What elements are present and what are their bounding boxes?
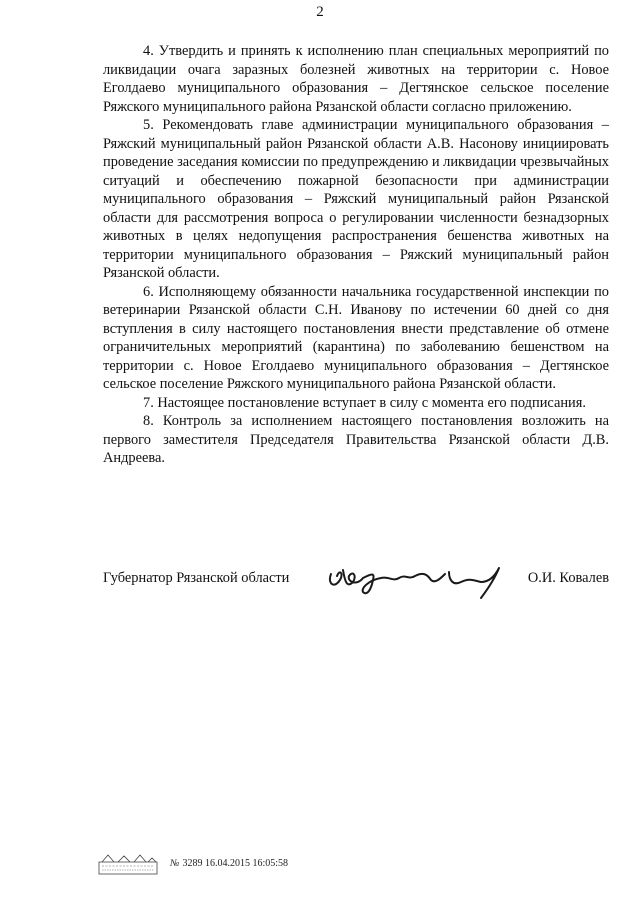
numero-sign: №: [170, 858, 180, 869]
signatory-name: О.И. Ковалев: [527, 570, 609, 586]
signature-block: [103, 560, 609, 600]
registry-stamp-icon: [98, 852, 160, 879]
paragraph-7: 7. Настоящее постановление вступает в силу с момента его подписания.: [143, 394, 586, 411]
signatory-position: Губернатор Рязанской области: [103, 570, 290, 586]
paragraph-8: 8. Контроль за исполнением настоящего постановления возложить на первого заместителя Председателя Правительства Рязанской области Д.В. Андреева.: [103, 413, 609, 466]
paragraph-5: 5. Рекомендовать главе администрации муниципального образования – Ряжский муниципальный район Рязанской области А.В. Насонову инициировать проведение заседания комиссии по предупреждению и ликвидации чрезвычайных ситуаций и обеспечению пожарной безопасности при администрации муниципального образования – Ряжский муниципальный район Рязанской области для рассмотрения вопроса о регулировании численности безнадзорных животных в целях недопущения распространения бешенства животных на территории муниципального образования – Ряжский муниципальный район Рязанской области.: [103, 117, 609, 281]
document-body: [103, 42, 609, 468]
handwritten-signature: [323, 560, 508, 607]
registration-text: 3289 16.04.2015 16:05:58: [182, 858, 288, 869]
registration-number: [170, 858, 288, 869]
paragraph-4: 4. Утвердить и принять к исполнению план специальных мероприятий по ликвидации очага заразных болезней животных на территории с. Новое Еголдаево муниципального образования – Дегтянское сельское поселение Ряжского муниципального района Рязанской области согласно приложению.: [103, 43, 609, 115]
page-number: 2: [316, 4, 324, 20]
paragraph-6: 6. Исполняющему обязанности начальника государственной инспекции по ветеринарии Рязанской области С.Н. Иванову по истечении 60 дней со дня вступления в силу настоящего постановления внести представление об отмене ограничительных мероприятий (карантина) по заболеванию бешенством на территории с. Новое Еголдаево муниципального образования – Дегтянское сельское поселение Ряжского муниципального района Рязанской области.: [103, 283, 609, 392]
